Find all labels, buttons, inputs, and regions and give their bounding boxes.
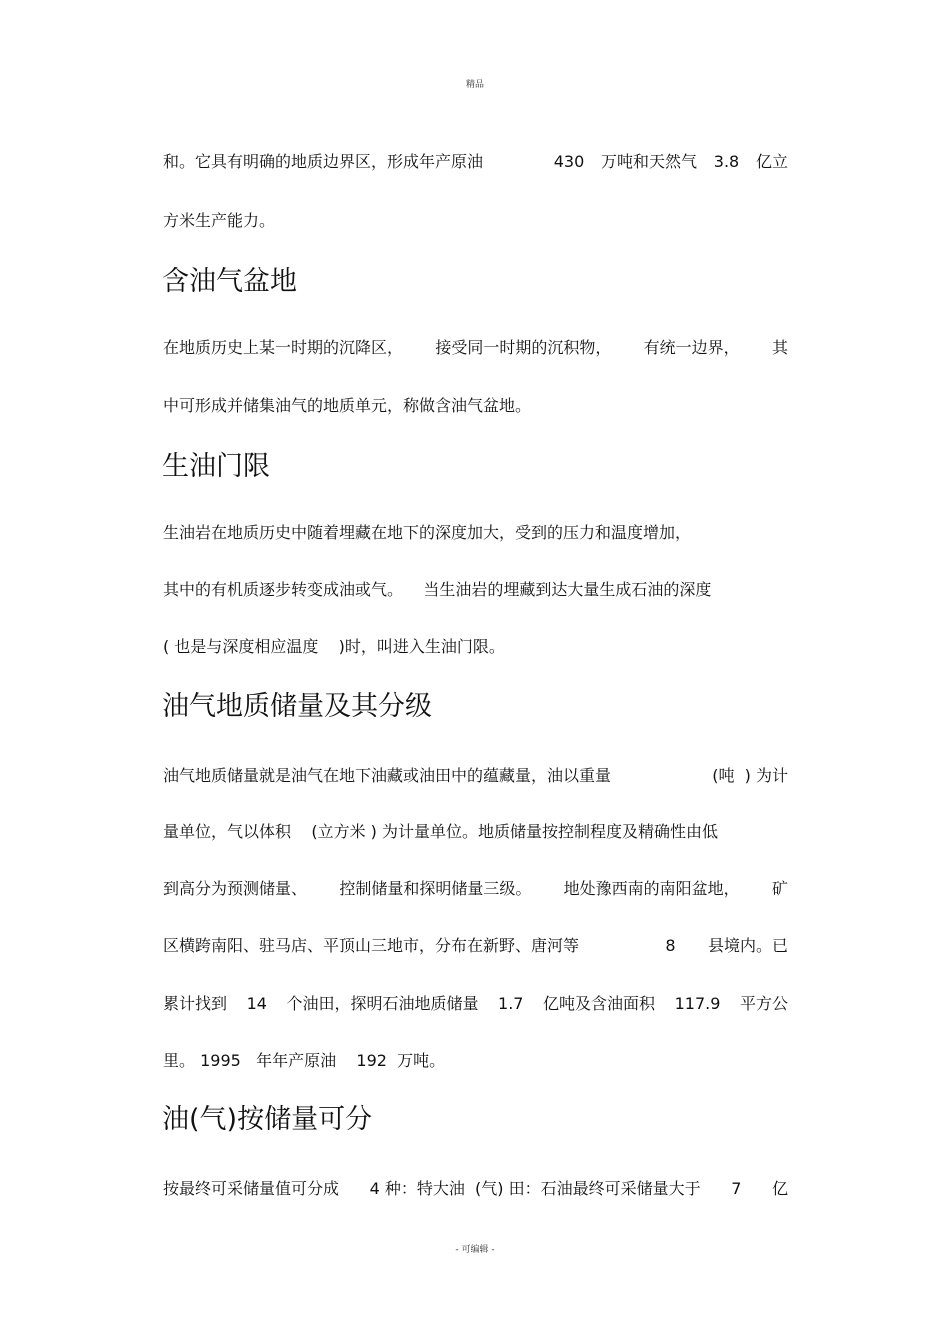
paragraph-line: 其中的有机质逐步转变成油或气。 当生油岩的埋藏到达大量生成石油的深度 — [163, 580, 712, 599]
paragraph-line: ( 也是与深度相应温度 )时，叫进入生油门限。 — [163, 637, 505, 656]
page-header: 精品 — [465, 80, 484, 90]
paragraph-line: 到高分为预测储量、 控制储量和探明储量三级。 地处豫西南的南阳盆地， 矿 — [163, 879, 788, 898]
paragraph-line: 累计找到 14 个油田，探明石油地质储量 1.7 亿吨及含油面积 117.9 平方公 — [163, 994, 788, 1013]
paragraph-line: 和。它具有明确的地质边界区，形成年产原油 430 万吨和天然气 3.8 亿立 — [163, 152, 788, 171]
paragraph-line: 油气地质储量就是油气在地下油藏或油田中的蕴藏量，油以重量 (吨 ) 为计 — [163, 766, 788, 785]
paragraph-line: 在地质历史上某一时期的沉降区， 接受同一时期的沉积物， 有统一边界， 其 — [163, 338, 788, 357]
paragraph-line: 里。 1995 年年产原油 192 万吨。 — [163, 1051, 446, 1070]
paragraph-line: 中可形成并储集油气的地质单元，称做含油气盆地。 — [163, 396, 532, 415]
section-heading: 油气地质储量及其分级 — [162, 691, 432, 722]
section-heading: 含油气盆地 — [162, 266, 297, 297]
paragraph-line: 区横跨南阳、驻马店、平顶山三地市，分布在新野、唐河等 8 县境内。已 — [163, 936, 788, 955]
section-heading: 油(气)按储量可分 — [162, 1104, 373, 1135]
page-footer: - 可编辑 - — [455, 1245, 495, 1255]
paragraph-line: 方米生产能力。 — [163, 211, 276, 230]
paragraph-line: 生油岩在地质历史中随着埋藏在地下的深度加大，受到的压力和温度增加， — [163, 523, 692, 542]
paragraph-line: 按最终可采储量值可分成 4 种：特大油 (气) 田：石油最终可采储量大于 7 亿 — [163, 1179, 788, 1198]
paragraph-line: 量单位，气以体积 (立方米 ) 为计量单位。地质储量按控制程度及精确性由低 — [163, 822, 719, 841]
section-heading: 生油门限 — [162, 451, 270, 482]
